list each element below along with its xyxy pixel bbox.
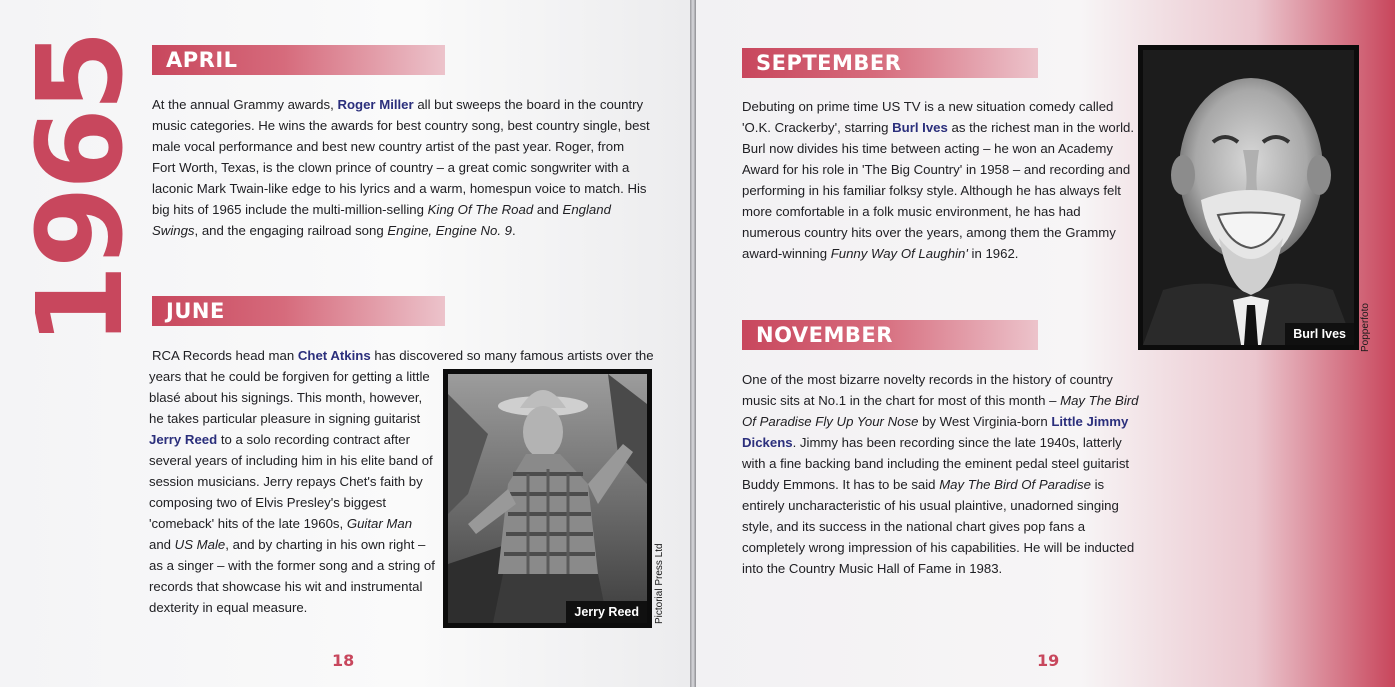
jerry-reed-photo (443, 369, 652, 628)
june-heading: JUNE (152, 296, 445, 326)
roger-miller-name: Roger Miller (337, 97, 414, 112)
burl-ives-image (1143, 50, 1354, 345)
right-page (696, 0, 1395, 687)
left-page (0, 0, 690, 687)
april-paragraph: At the annual Grammy awards, Roger Miller all but sweeps the board in the country music categories. He wins the awards for best country song, best country single, best male vocal performance and best new country artist of the past year. Roger, from Fort Worth, Texas, is the clown prince of country – a great comic songwriter with a laconic Mark Twain-like edge to his lyrics and a warm, homespun voice to match. His big hits of 1965 include the multi-million-selling King Of The Road and England Swings, and the engaging railroad song Engine, Engine No. 9. (152, 97, 650, 238)
november-heading: NOVEMBER (742, 320, 1038, 350)
burl-ives-name: Burl Ives (892, 120, 948, 135)
little-jimmy-dickens-name: Little Jimmy Dickens (742, 414, 1129, 450)
chet-atkins-name: Chet Atkins (297, 348, 371, 363)
page-number-18: 18 (332, 651, 355, 670)
november-paragraph: One of the most bizarre novelty records in the history of country music sits at No.1 in the chart for most of this month – May The Bird Of Paradise Fly Up Your Nose by West Virginia-born Little Jimmy Dickens. Jimmy has been recording since the late 1940s, latterly with a fine backing band including the eminent pedal steel guitarist Buddy Emmons. It has to be said May The Bird Of Paradise is entirely uncharacteristic of his usual plaintive, unadorned singing style, and its success in the national chart gives pop fans a completely wrong impression of his capabilities. He will be inducted into the Country Music Hall of Fame in 1983. (742, 372, 1139, 576)
year-label: 1965 (11, 33, 150, 347)
april-heading: APRIL (152, 45, 445, 75)
jerry-reed-image (448, 374, 647, 623)
june-paragraph: years that he could be forgiven for getting a little blasé about his signings. This month, however, he takes particular pleasure in signing guitarist Jerry Reed to a solo recording contract after several years of including him in his elite band of session musicians. Jerry repays Chet's faith by composing two of Elvis Presley's biggest 'comeback' hits of the late 1960s, Guitar Man and US Male, and by charting in his own right – as a singer – with the former song and a string of records that showcase his wit and instrumental dexterity in equal measure. (149, 369, 435, 615)
burl-ives-photo (1138, 45, 1359, 350)
pictorial-press-credit: Pictorial Press Ltd (654, 543, 665, 624)
september-paragraph: Debuting on prime time US TV is a new situation comedy called 'O.K. Crackerby', starring Burl Ives as the richest man in the world. Burl now divides his time between acting – he won an Academy Award for his role in 'The Big Country' in 1958 – and recording and performing in his familiar folksy style. Although he has always felt more comfortable in a folk music environment, he has had numerous country hits over the years, among them the Grammy award-winning Funny Way Of Laughin' in 1962. (742, 99, 1135, 261)
june-first-line: RCA Records head man Chet Atkins has discovered so many famous artists over the (152, 348, 654, 363)
jerry-reed-caption: Jerry Reed (566, 601, 647, 623)
burl-ives-caption: Burl Ives (1285, 323, 1354, 345)
popperfoto-credit: Popperfoto (1360, 303, 1371, 352)
page-number-19: 19 (1037, 651, 1060, 670)
september-heading: SEPTEMBER (742, 48, 1038, 78)
jerry-reed-name: Jerry Reed (149, 432, 218, 447)
